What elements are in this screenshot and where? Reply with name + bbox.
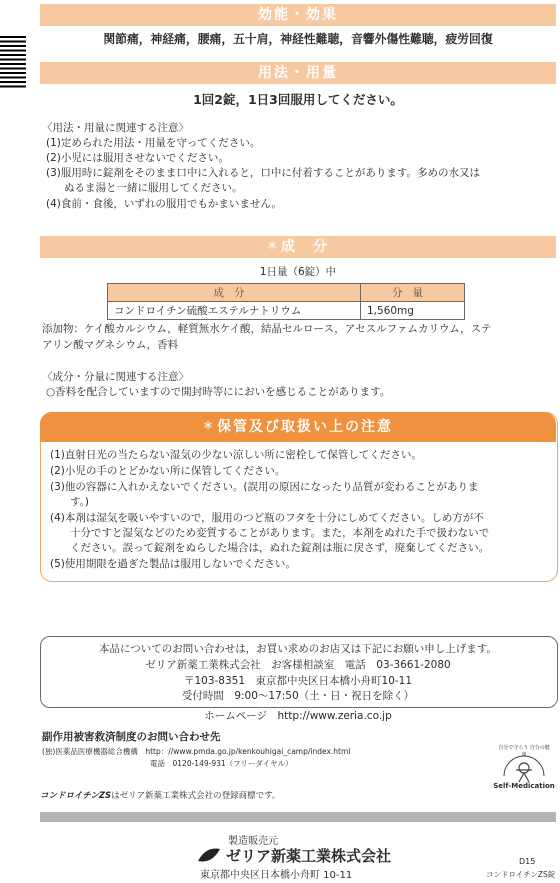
- contact-line: ゼリア新薬工業株式会社 お客様相談室 電話 03-3661-2080: [145, 659, 451, 671]
- ingredients-table: [107, 283, 465, 320]
- table-row: [108, 302, 465, 320]
- homepage-link[interactable]: ホームページ http://www.zeria.co.jp: [204, 710, 392, 722]
- trademark-line: [40, 789, 280, 801]
- dosage-header: [40, 62, 556, 84]
- table-header-row: [108, 284, 465, 302]
- amount-cell: 1,560mg: [361, 302, 465, 320]
- lot-code: D15: [519, 857, 536, 866]
- efficacy-text: 関節痛，神経痛，腰痛，五十肩，神経性難聴，音響外傷性難聴，疲労回復: [103, 32, 493, 46]
- dosage-notes-title: 〈用法・用量に関連する注意〉: [42, 122, 189, 134]
- storage-item: (2)小児の手のとどかない所に保管してください。: [50, 465, 286, 477]
- efficacy-title: 効能・効果: [258, 7, 338, 23]
- contact-address: 〒103-8351 東京都中央区日本橋小舟町10-11: [183, 675, 413, 687]
- storage-item: 十分ですと湿気などのため変質することがあります。また，本剤をぬれた手で扱わないで: [70, 527, 490, 539]
- ingredients-header: [40, 236, 556, 258]
- zeria-logo-icon: [196, 844, 222, 866]
- additives-line: アリン酸マグネシウム，香料: [42, 339, 179, 351]
- dosage-title: 用法・用量: [258, 65, 338, 81]
- dosage-main: 1回2錠，1日3回服用してください。: [193, 92, 403, 107]
- maker-address: 東京都中央区日本橋小舟町 10-11: [200, 870, 353, 881]
- ingredients-note: ○香料を配合していますので開封時等ににおいを感じることがあります。: [46, 386, 391, 398]
- additives-line: 添加物：ケイ酸カルシウム，軽質無水ケイ酸，結晶セルロース，アセスルファムカリウム，ステ: [42, 323, 492, 335]
- asterisk-icon: ＊: [267, 241, 279, 252]
- contact-hours: 受付時間 9:00〜17:50（土・日・祝日を除く）: [181, 690, 415, 702]
- storage-header: [40, 412, 556, 442]
- maker-role: 製造販売元: [228, 836, 278, 847]
- divider-bar: [40, 812, 556, 822]
- storage-item: す。): [70, 496, 90, 508]
- dosage-note: (1)定められた用法・用量を守ってください。: [46, 137, 261, 149]
- storage-item: (3)他の容器に入れかえないでください。(誤用の原因になったり品質が変わることがありま: [50, 481, 479, 493]
- product-logo: コンドロイチンZS: [40, 791, 112, 801]
- product-code: コンドロイチンZS錠: [486, 870, 556, 879]
- storage-item: (1)直射日光の当たらない湿気の少ない涼しい所に密栓して保管してください。: [50, 449, 422, 461]
- contact-line: 本品についてのお問い合わせは，お買い求めのお店又は下記にお願い申し上げます。: [99, 643, 497, 655]
- relief-phone: 電話 0120-149-931（フリーダイヤル）: [150, 759, 293, 768]
- column-header-amount: 分量: [361, 284, 465, 302]
- dosage-note: (2)小児には服用させないでください。: [46, 152, 229, 164]
- maker-name: ゼリア新薬工業株式会社: [226, 847, 392, 865]
- storage-title: 保管及び取扱い上の注意: [217, 419, 393, 435]
- asterisk-icon: ＊: [203, 421, 215, 432]
- self-medication-label: Self-Medication: [493, 782, 555, 790]
- storage-item: (5)使用期限を過ぎた製品は服用しないでください。: [50, 558, 296, 570]
- storage-item: (4)本剤は湿気を吸いやすいので，服用のつど瓶のフタを十分にしめてください。しめ方が不: [50, 512, 484, 524]
- storage-item: ください。誤って錠剤をぬらした場合は，ぬれた錠剤は瓶に戻さず，廃棄してください。: [70, 542, 490, 554]
- zeria-logo: [196, 844, 222, 866]
- daily-amount: 1日量（6錠）中: [259, 266, 337, 278]
- self-medication-mark: [493, 742, 555, 790]
- barcode-strip: [0, 36, 26, 90]
- dosage-note: (3)服用時に錠剤をそのまま口中に入れると，口中に付着することがあります。多めの水又は: [46, 167, 481, 179]
- dosage-note: ぬるま湯と一緒に服用してください。: [64, 182, 243, 194]
- self-medication-arc: 自分で守ろう 自分の健康: [498, 745, 550, 758]
- trademark-text: はゼリア新薬工業株式会社の登録商標です。: [111, 791, 281, 801]
- ingredients-notes-title: 〈成分・分量に関連する注意〉: [42, 371, 189, 383]
- component-cell: コンドロイチン硫酸エステルナトリウム: [108, 302, 361, 320]
- relief-title: 副作用被害救済制度のお問い合わせ先: [42, 731, 221, 743]
- efficacy-header: [40, 4, 556, 26]
- column-header-component: 成分: [108, 284, 361, 302]
- ingredients-title: 成 分: [281, 239, 329, 255]
- dosage-note: (4)食前・食後，いずれの服用でもかまいません。: [46, 198, 283, 210]
- relief-line: (独)医薬品医療機器総合機構 http：//www.pmda.go.jp/kenkouhigai_camp/index.html: [42, 747, 351, 756]
